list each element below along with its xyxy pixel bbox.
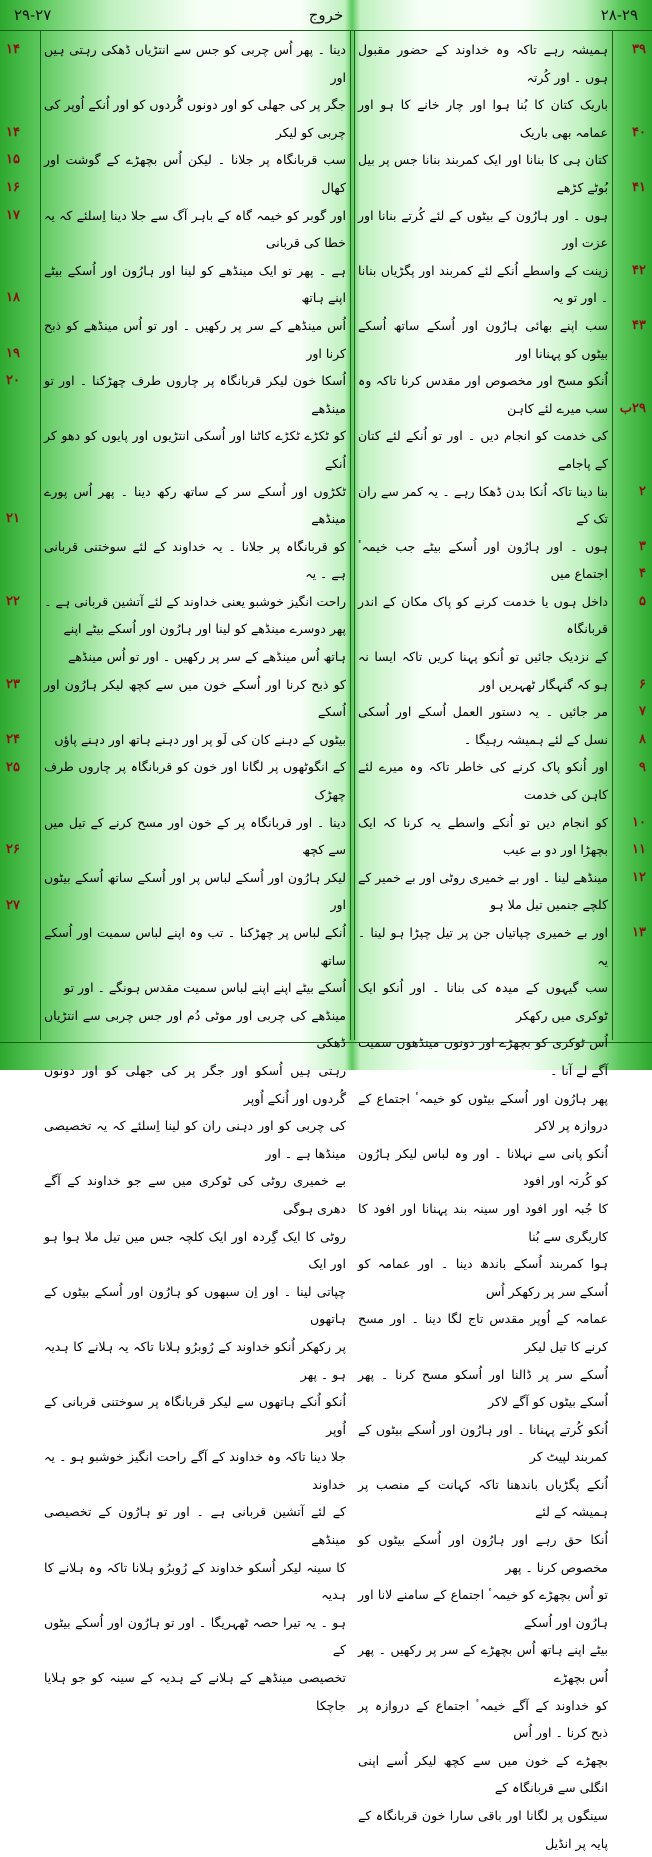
left-column-line: اُسکے بیٹے اپنے اپنے لباس سمیت مقدس ہونگے ۔ اور تو [64,980,346,996]
right-column-line: تو اُس بچھڑے کو خیمہٴ اجتماع کے سامنے لانا اور ہارُون اور اُسکے [358,1587,608,1630]
left-column-line: دینا ۔ اور قربانگاہ پر کے خون اور مسح کرنے کے تیل میں سے کچھ [44,814,346,858]
verse-number: ۵ [639,594,646,609]
right-column-line: کا جُبہ اور افود اور سینہ بند پہنانا اور افود کا کاریگری سے بُنا [358,1200,608,1244]
left-column-line: ہاتھ اُس مینڈھے کے سر پر رکھیں ۔ اور تو اُس مینڈھے [68,649,346,665]
left-column-line: لیکر ہارُون اور اُسکے لباس پر اور اُسکے ساتھ اُسکے بیٹوں اور [44,869,346,913]
left-column-line: اور گوبر کو خیمہ گاہ کے باہر آگ سے جلا دینا اِسلئے کہ یہ خطا کی قربانی [44,207,346,251]
right-column-line: سب اپنے بھائی ہارُون اور اُسکے ساتھ اُسکے بیٹوں کو پہنانا اور [358,317,608,361]
right-column-line: اُنکو پانی سے نہلانا ۔ اور وہ لباس لیکر ہارُون کو کُرتہ اور افود [358,1145,608,1189]
verse-number: ۱۸ [6,290,20,306]
left-column-line: ٹکڑوں اور اُسکے سر کے ساتھ رکھ دینا ۔ پھر اُس پورے مینڈھے [44,483,346,527]
verse-number: ۱۶ [6,180,20,195]
verse-number: ۹ [639,759,646,775]
right-column-line: کی خدمت کو انجام دیں ۔ اور تو اُنکے لئے کتان کے پاجامے [358,428,608,471]
right-column-line: ہوں ۔ اور ہارُون اور اُسکے بیٹے جب خیمہٴ اجتماع میں [358,538,608,582]
verse-number: ۳۹ [632,42,646,57]
right-column-line: اُنکو کُرتے پہنانا ۔ اور ہارُون اور اُسکے بیٹوں کے کمربند لپیٹ کر [358,1421,608,1465]
page-title: خروج [308,6,344,24]
right-column-line: کو خداوند کے آگے خیمہٴ اجتماع کے دروازہ پر ذبح کرنا ۔ اور اُس [358,1697,608,1741]
verse-number: ۴۰ [632,124,646,140]
verse-number: ۴۲ [632,262,646,278]
center-rule-a [350,30,351,1040]
verse-number: ۲۲ [6,594,20,609]
left-column-line: دینا ۔ پھر اُس چربی کو جس سے انتڑیاں ڈھکی رہتی ہیں اور [44,42,346,85]
right-column-line: اُنکے پگڑیاں باندھنا تاکہ کہانت کے منصب پر ہمیشہ کے لئے [358,1476,608,1520]
verse-number: ۱۴ [6,42,20,57]
right-column-line: بنا دینا تاکہ اُنکا بدن ڈھکا رہے ۔ یہ کمر سے ران تک کے [358,483,608,527]
left-column-line: چپاتی لینا ۔ اور اِن سبھوں کو ہارُون اور اُسکے بیٹوں کے ہاتھوں [44,1283,346,1327]
verse-number: ۱۷ [6,207,20,223]
left-column-line: ہو ۔ یہ تیرا حصہ ٹھہریگا ۔ اور تو ہارُون اور اُسکے بیٹوں کے [44,1614,346,1658]
left-column-line: کو قربانگاہ پر جلانا ۔ یہ خداوند کے لئے سوختنی قربانی ہے ۔ یہ [44,538,346,582]
right-column-line: بیٹے اپنے ہاتھ اُس بچھڑے کے سر پر رکھیں ۔ پھر اُس بچھڑے [358,1642,608,1686]
verse-number: ۸ [639,732,646,747]
right-column-line: ہوں ۔ اور ہارُون کے بیٹوں کے لئے کُرتے بنانا اور عزت اور [358,207,608,251]
left-column-line: جگر پر کی جھلی کو اور دونوں گُردوں کو اور اُنکے اُوپر کی چربی کو لیکر [44,97,346,140]
right-column-line: باریک کتان کا بُنا ہوا اور چار خانے کا ہو اور عمامہ بھی باریک [358,97,608,140]
right-column-line: سینگوں پر لگانا اور باقی سارا خون قربانگاہ کے پایہ پر انڈیل [358,1808,608,1851]
verse-number: ۱۰ [632,814,646,830]
right-column-line: بچھڑے کے خون میں سے کچھ لیکر اُسے اپنی انگلی سے قربانگاہ کے [358,1752,608,1796]
verse-number: ۶ [639,676,646,692]
verse-number: ۴ [639,566,646,582]
verse-number: ۲۱ [6,511,20,527]
left-chapter-range: ۲۹-۲۷ [14,6,52,24]
verse-number: ۲۹ب [619,400,646,416]
left-column-line: بیٹوں کے دہنے کان کی لَو پر اور دہنے ہاتھ اور دہنے پاؤں [54,731,346,747]
left-column-line: کا سینہ لیکر اُسکو خداوند کے رُوبرُو ہلانا تاکہ وہ ہلانے کا ہدیہ [44,1559,346,1603]
right-column-line: کے نزدیک جائیں تو اُنکو پہنا کریں تاکہ ایسا نہ ہو کہ گنہگار ٹھہریں اور [358,649,608,692]
right-column-line: پھر ہارُون اور اُسکے بیٹوں کو خیمہٴ اجتماع کے دروازہ پر لاکر [358,1090,608,1134]
right-column-line: اُسکے سر پر ڈالنا اور اُسکو مسح کرنا ۔ پھر اُسکے بیٹوں کو آگے لاکر [358,1366,608,1410]
left-column-line: کی چربی کو اور دہنی ران کو لینا اِسلئے کہ یہ تخصیصی مینڈھا ہے ۔ اور [44,1118,346,1161]
right-column-line: ہمیشہ رہے تاکہ وہ خداوند کے حضور مقبول ہوں ۔ اور کُرتہ [358,42,608,85]
verse-number: ۴۳ [632,318,646,333]
right-column-line: عمامہ کے اُوپر مقدس تاج لگا دینا ۔ اور مسح کرنے کا تیل لیکر [358,1311,608,1354]
right-column-line: اور بے خمیری چپاتیاں جن پر تیل چپڑا ہو لینا ۔ یہ [358,925,608,968]
verse-number: ۱۹ [6,345,20,361]
verse-number: ۷ [639,704,646,720]
right-text-column [358,36,608,1857]
left-column-line: کو ٹکڑے ٹکڑے کاٹنا اور اُسکی انتڑیوں اور پایوں کو دھو کر اُنکے [44,428,346,471]
left-column-line: کے لئے آتشین قربانی ہے ۔ اور تو ہارُون کے تخصیصی مینڈھے [44,1504,346,1548]
right-margin-rule [612,30,613,1040]
left-column-line: اُسکا خون لیکر قربانگاہ پر چاروں طرف چھڑکنا ۔ اور تو مینڈھے [44,373,346,416]
left-column-line: راحت انگیز خوشبو یعنی خداوند کے لئے آتشین قربانی ہے ۔ [44,593,346,609]
right-chapter-range: ۲۸-۲۹ [600,6,638,24]
verse-number: ۳ [639,538,646,554]
verse-number: ۱۳ [632,925,646,941]
left-column-line: سب قربانگاہ پر جلانا ۔ لیکن اُس بچھڑے کے گوشت اور کھال [44,152,346,195]
left-column-line: بے خمیری روٹی کی ٹوکری میں سے جو خداوند کے آگے دھری ہوگی [44,1173,346,1216]
verse-number: ۲۷ [6,897,20,913]
left-column-line: اُنکے لباس پر چھڑکنا ۔ تب وہ اپنے لباس سمیت اور اُسکے ساتھ [44,925,346,968]
verse-number: ۱۴ [6,124,20,140]
verse-number: ۲۵ [6,759,20,775]
left-column-line: روٹی کا ایک گِردہ اور ایک کلچہ جس میں تیل ملا ہوا ہو اور ایک [44,1228,346,1272]
left-column-line: جلا دینا تاکہ وہ خداوند کے آگے راحت انگیز خوشبو ہو ۔ یہ خداوند [44,1449,346,1492]
right-column-line: مینڈھے لینا ۔ اور بے خمیری روٹی اور بے خمیر کے کلچے جنمیں تیل ملا ہو [358,869,608,913]
verse-number: ۲ [639,483,646,499]
verse-number: ۲۳ [6,676,20,692]
right-column-line: ہوا کمربند اُسکے باندھ دینا ۔ اور عمامہ کو اُسکے سر پر رکھکر اُس [358,1256,608,1299]
verse-number: ۴۱ [632,180,646,195]
left-column-line: پر رکھکر اُنکو خداوند کے رُوبرُو ہلانا تاکہ یہ ہلانے کا ہدیہ ہو ۔ پھر [44,1338,346,1382]
verse-number: ۱۵ [6,152,20,168]
center-rule-b [354,30,355,1040]
left-margin-rule [40,30,41,1040]
left-column-line: اُس مینڈھے کے سر پر رکھیں ۔ اور تو اُس مینڈھے کو ذبح کرنا اور [44,317,346,361]
right-column-line: مر جائیں ۔ یہ دستور العمل اُسکے اور اُسکی نسل کے لئے ہمیشہ رہیگا ۔ [358,704,608,747]
verse-number: ۱۲ [632,870,646,885]
right-column-line: اُنکا حق رہے اور ہارُون اور اُسکے بیٹوں کو مخصوص کرنا ۔ پھر [358,1532,608,1575]
right-column-line: اُنکو مسح اور مخصوص اور مقدس کرنا تاکہ وہ سب میرے لئے کاہن [358,373,608,416]
left-column-line: مینڈھے کی چربی اور موٹی دُم اور جس چربی سے انتڑیاں ڈھکی [44,1007,346,1051]
left-column-line: تخصیصی مینڈھے کے ہلانے کے ہدیہ کے سینہ کو جو ہلایا جاچکا [44,1670,346,1713]
left-column-line: کے انگوٹھوں پر لگانا اور خون کو قربانگاہ پر چاروں طرف چھڑک [44,759,346,803]
left-column-line: رہتی ہیں اُسکو اور جگر پر کی جھلی کو اور دونوں گُردوں اور اُنکے اُوپر [44,1062,346,1106]
header-rule [0,30,652,31]
left-column-line: کو ذبح کرنا اور اُسکے خون میں سے کچھ لیکر ہارُون اور اُسکے [44,676,346,720]
right-column-line: اور اُنکو پاک کرنے کی خاطر تاکہ وہ میرے لئے کاہن کی خدمت [358,759,608,803]
left-column-line: پھر دوسرے مینڈھے کو لینا اور ہارُون اور اُسکے بیٹے اپنے [63,621,346,637]
verse-number: ۲۶ [6,842,20,858]
verse-number: ۲۰ [6,373,20,389]
right-column-line: زینت کے واسطے اُنکے لئے کمربند اور پگڑیاں بنانا ۔ اور تو یہ [358,262,608,306]
left-column-line: اُنکو اُنکے ہاتھوں سے لیکر قربانگاہ پر سوختنی قربانی کے اُوپر [44,1394,346,1437]
right-column-line: داخل ہوں یا خدمت کرنے کو پاک مکان کے اندر قربانگاہ [358,593,608,637]
left-text-column [44,36,346,1719]
verse-number: ۱۱ [632,842,646,858]
right-column-line: کتان ہی کا بنانا اور ایک کمربند بنانا جس پر بیل بُوٹے کڑھے [358,152,608,195]
left-column-line: ہے ۔ پھر تو ایک مینڈھے کو لینا اور ہارُون اور اُسکے بیٹے اپنے ہاتھ [44,262,346,306]
right-column-line: کو انجام دیں تو اُنکے واسطے یہ کرنا کہ ایک بچھڑا اور دو بے عیب [358,814,608,858]
right-column-line: اُس ٹوکری کو بچھڑے اور دونوں مینڈھوں سمیت آگے لے آنا ۔ [358,1035,608,1078]
right-column-line: سب گیہوں کے میدہ کی بنانا ۔ اور اُنکو ایک ٹوکری میں رکھکر [358,980,608,1023]
verse-number: ۲۴ [6,732,20,747]
